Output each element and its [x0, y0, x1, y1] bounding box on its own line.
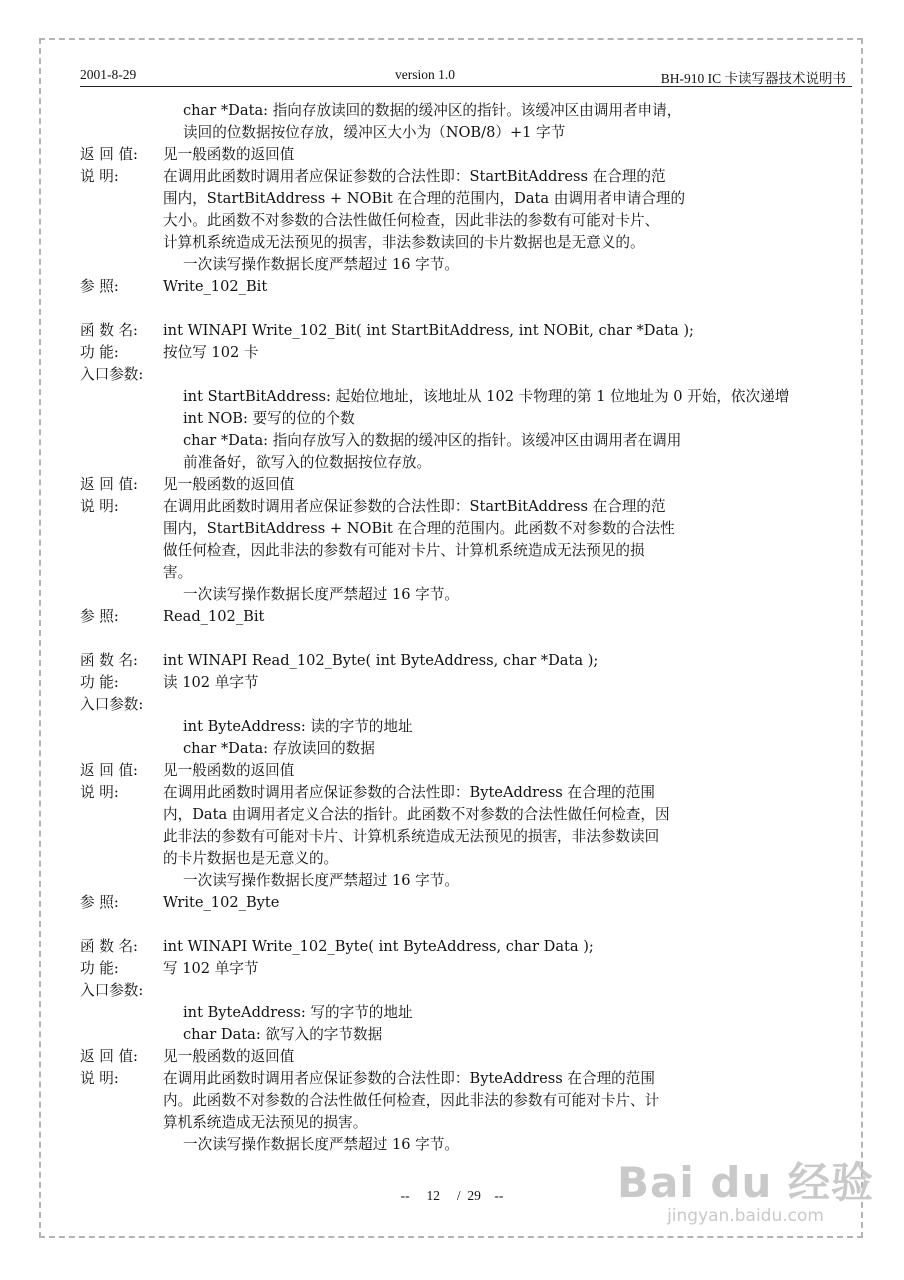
text-line [80, 650, 840, 672]
text-line [80, 452, 840, 474]
field-label: 函 数 名: [80, 322, 138, 339]
text-line [80, 870, 840, 892]
field-label: 参 照: [80, 894, 119, 911]
field-label: 参 照: [80, 608, 119, 625]
text-line [80, 518, 840, 540]
field-text: 在调用此函数时调用者应保证参数的合法性即：StartBitAddress 在合理的范 [163, 168, 666, 185]
watermark-logo-text: Bai du 经验 [617, 1158, 874, 1207]
field-text: 在调用此函数时调用者应保证参数的合法性即：ByteAddress 在合理的范围 [163, 1070, 655, 1087]
field-text: 一次读写操作数据长度严禁超过 16 字节。 [183, 1136, 459, 1153]
field-text: 见一般函数的返回值 [163, 1048, 295, 1065]
text-line [80, 430, 840, 452]
text-line [80, 1090, 840, 1112]
field-text: 见一般函数的返回值 [163, 146, 295, 163]
text-line [80, 298, 840, 320]
field-text: 围内，StartBitAddress + NOBit 在合理的范围内，Data 由调用者申请合理的 [163, 190, 686, 207]
header-date: 2001-8-29 [80, 67, 137, 82]
field-text: char Data: 欲写入的字节数据 [183, 1026, 383, 1043]
page-header [80, 64, 852, 87]
page-total: 29 [467, 1188, 481, 1203]
field-text: int WINAPI Write_102_Bit( int StartBitAddress, int NOBit, char *Data ); [163, 322, 694, 339]
field-label: 说 明: [80, 168, 119, 185]
field-text: 做任何检查，因此非法的参数有可能对卡片、计算机系统造成无法预见的损 [163, 542, 645, 559]
text-line [80, 408, 840, 430]
footer-prefix: -- [400, 1188, 410, 1203]
field-text: 写 102 单字节 [163, 960, 259, 977]
text-line [80, 474, 840, 496]
field-text: 大小。此函数不对参数的合法性做任何检查，因此非法的参数有可能对卡片、 [163, 212, 660, 229]
header-version: version 1.0 [395, 67, 455, 82]
text-line [80, 914, 840, 936]
field-text: 一次读写操作数据长度严禁超过 16 字节。 [183, 256, 459, 273]
text-line [80, 782, 840, 804]
text-line [80, 320, 840, 342]
field-text: char *Data: 指向存放写入的数据的缓冲区的指针。该缓冲区由调用者在调用 [183, 432, 682, 449]
field-text: 内，Data 由调用者定义合法的指针。此函数不对参数的合法性做任何检查，因 [163, 806, 670, 823]
text-line [80, 1046, 840, 1068]
text-line [80, 694, 840, 716]
field-text: 一次读写操作数据长度严禁超过 16 字节。 [183, 872, 459, 889]
field-text: char *Data: 存放读回的数据 [183, 740, 375, 757]
page-separator: / [456, 1188, 461, 1203]
field-label: 返 回 值: [80, 762, 138, 779]
field-text: 的卡片数据也是无意义的。 [163, 850, 339, 867]
field-label: 说 明: [80, 784, 119, 801]
field-text: 内。此函数不对参数的合法性做任何检查，因此非法的参数有可能对卡片、计 [163, 1092, 660, 1109]
text-line [80, 804, 840, 826]
text-line [80, 188, 840, 210]
field-text: Read_102_Bit [163, 608, 265, 625]
text-line [80, 1112, 840, 1134]
text-line [80, 210, 840, 232]
text-line [80, 606, 840, 628]
field-label: 功 能: [80, 344, 119, 361]
field-text: 在调用此函数时调用者应保证参数的合法性即：ByteAddress 在合理的范围 [163, 784, 655, 801]
field-text: int ByteAddress: 读的字节的地址 [183, 718, 413, 735]
text-line [80, 496, 840, 518]
text-line [80, 936, 840, 958]
field-label: 入口参数: [80, 366, 144, 383]
field-text: int NOB: 要写的位的个数 [183, 410, 355, 427]
field-text: 前准备好，欲写入的位数据按位存放。 [183, 454, 432, 471]
field-text: Write_102_Bit [163, 278, 268, 295]
text-line [80, 276, 840, 298]
text-line [80, 672, 840, 694]
text-line [80, 1024, 840, 1046]
text-line [80, 958, 840, 980]
text-line [80, 562, 840, 584]
field-text: 见一般函数的返回值 [163, 476, 295, 493]
field-label: 参 照: [80, 278, 119, 295]
text-line [80, 584, 840, 606]
field-label: 函 数 名: [80, 652, 138, 669]
text-line [80, 540, 840, 562]
field-label: 函 数 名: [80, 938, 138, 955]
footer-suffix: -- [494, 1188, 504, 1203]
field-text: 围内，StartBitAddress + NOBit 在合理的范围内。此函数不对参数的合法性 [163, 520, 675, 537]
text-line [80, 122, 840, 144]
field-text: 读 102 单字节 [163, 674, 259, 691]
text-line [80, 1068, 840, 1090]
field-text: int WINAPI Read_102_Byte( int ByteAddress, char *Data ); [163, 652, 599, 669]
header-title: BH-910 IC 卡读写器技术说明书 [660, 71, 846, 86]
field-label: 说 明: [80, 1070, 119, 1087]
field-text: char *Data: 指向存放读回的数据的缓冲区的指针。该缓冲区由调用者申请， [183, 102, 682, 119]
field-text: 在调用此函数时调用者应保证参数的合法性即：StartBitAddress 在合理的范 [163, 498, 666, 515]
text-line [80, 738, 840, 760]
text-line [80, 254, 840, 276]
text-line [80, 826, 840, 848]
text-line [80, 342, 840, 364]
field-text: 计算机系统造成无法预见的损害，非法参数读回的卡片数据也是无意义的。 [163, 234, 645, 251]
text-line [80, 364, 840, 386]
field-text: Write_102_Byte [163, 894, 280, 911]
field-text: int WINAPI Write_102_Byte( int ByteAddress, char Data ); [163, 938, 594, 955]
watermark-logo [617, 1150, 874, 1210]
text-line [80, 232, 840, 254]
field-text: 此非法的参数有可能对卡片、计算机系统造成无法预见的损害，非法参数读回 [163, 828, 660, 845]
field-text: 一次读写操作数据长度严禁超过 16 字节。 [183, 586, 459, 603]
watermark [617, 1150, 874, 1226]
field-text: 见一般函数的返回值 [163, 762, 295, 779]
page-number: 12 [426, 1188, 440, 1203]
text-line [80, 628, 840, 650]
text-line [80, 166, 840, 188]
text-line [80, 1002, 840, 1024]
field-text: int StartBitAddress: 起始位地址，该地址从 102 卡物理的第 1 位地址为 0 开始，依次递增 [183, 388, 790, 405]
field-text: 按位写 102 卡 [163, 344, 259, 361]
field-label: 返 回 值: [80, 146, 138, 163]
field-label: 入口参数: [80, 982, 144, 999]
field-text: 读回的位数据按位存放，缓冲区大小为（NOB/8）+1 字节 [183, 124, 566, 141]
field-text: int ByteAddress: 写的字节的地址 [183, 1004, 413, 1021]
field-label: 功 能: [80, 674, 119, 691]
field-text: 算机系统造成无法预见的损害。 [163, 1114, 368, 1131]
field-label: 返 回 值: [80, 476, 138, 493]
text-line [80, 100, 840, 122]
field-label: 说 明: [80, 498, 119, 515]
field-label: 入口参数: [80, 696, 144, 713]
text-line [80, 892, 840, 914]
document-body [80, 100, 840, 1156]
field-label: 功 能: [80, 960, 119, 977]
text-line [80, 386, 840, 408]
field-text: 害。 [163, 564, 193, 581]
text-line [80, 760, 840, 782]
field-label: 返 回 值: [80, 1048, 138, 1065]
text-line [80, 144, 840, 166]
text-line [80, 980, 840, 1002]
text-line [80, 716, 840, 738]
text-line [80, 848, 840, 870]
watermark-url: jingyan.baidu.com [667, 1206, 824, 1226]
